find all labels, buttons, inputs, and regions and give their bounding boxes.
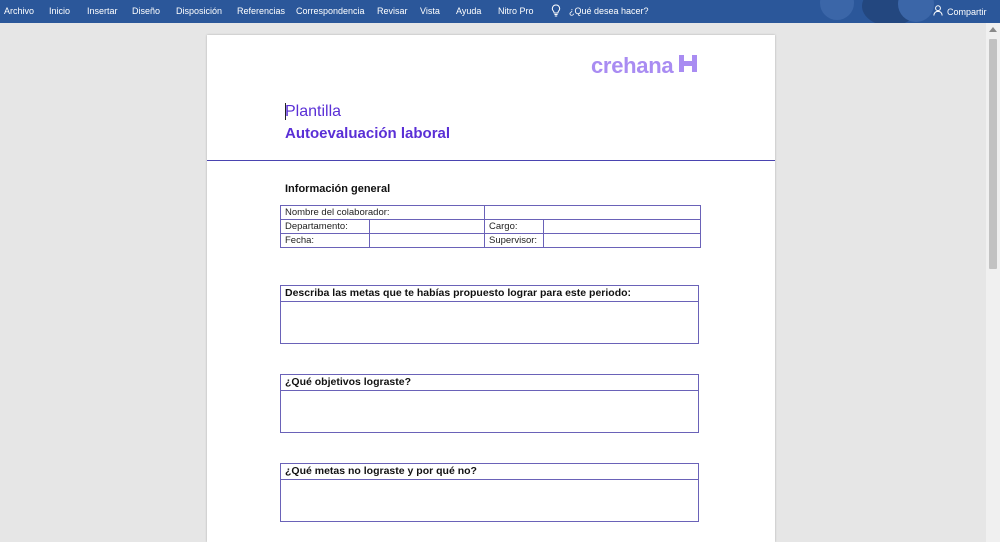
tell-me-search[interactable]: ¿Qué desea hacer? xyxy=(569,6,649,16)
answer-area[interactable] xyxy=(281,391,698,432)
answer-area[interactable] xyxy=(281,302,698,343)
question-label: ¿Qué metas no lograste y por qué no? xyxy=(281,464,698,480)
crehana-logo xyxy=(591,53,697,79)
collaborator-name-label: Nombre del colaborador: xyxy=(281,206,485,220)
share-label: Compartir xyxy=(947,6,987,17)
department-label: Departamento: xyxy=(281,220,370,234)
question-box[interactable] xyxy=(280,374,699,433)
tab-nitro-pro[interactable]: Nitro Pro xyxy=(498,6,534,16)
date-label: Fecha: xyxy=(281,234,370,248)
supervisor-label: Supervisor: xyxy=(485,234,544,248)
logo-text: crehana xyxy=(591,53,674,78)
question-box[interactable] xyxy=(280,463,699,522)
section-heading[interactable]: Información general xyxy=(285,183,391,195)
question-label: ¿Qué objetivos lograste? xyxy=(281,375,698,391)
date-field[interactable] xyxy=(370,234,485,248)
tab-archivo[interactable]: Archivo xyxy=(4,6,35,16)
supervisor-field[interactable] xyxy=(544,234,701,248)
tab-vista[interactable]: Vista xyxy=(420,6,440,16)
tab-insertar[interactable]: Insertar xyxy=(87,6,118,16)
tab-disposicion[interactable]: Disposición xyxy=(176,6,223,16)
question-box[interactable] xyxy=(280,285,699,344)
ribbon-bar xyxy=(0,0,1000,23)
document-title[interactable]: Autoevaluación laboral xyxy=(285,125,451,142)
department-field[interactable] xyxy=(370,220,485,234)
vertical-scrollbar[interactable] xyxy=(986,23,1000,542)
position-field[interactable] xyxy=(544,220,701,234)
header-divider xyxy=(207,160,775,161)
tab-revisar[interactable]: Revisar xyxy=(377,6,408,16)
general-info-table[interactable] xyxy=(280,205,701,248)
tab-correspondencia[interactable]: Correspondencia xyxy=(296,6,365,16)
document-pre-title[interactable]: Plantilla xyxy=(285,103,342,120)
tab-diseno[interactable]: Diseño xyxy=(132,6,161,16)
document-page[interactable] xyxy=(207,35,775,542)
person-icon xyxy=(933,5,943,18)
lightbulb-icon[interactable] xyxy=(551,4,561,19)
answer-area[interactable] xyxy=(281,480,698,521)
collaborator-name-field[interactable] xyxy=(485,206,701,220)
tab-ayuda[interactable]: Ayuda xyxy=(456,6,482,16)
share-button[interactable] xyxy=(933,5,987,18)
tab-referencias[interactable]: Referencias xyxy=(237,6,286,16)
tab-inicio[interactable]: Inicio xyxy=(49,6,71,16)
crehana-h-logo-icon xyxy=(679,55,697,77)
position-label: Cargo: xyxy=(485,220,544,234)
scrollbar-thumb[interactable] xyxy=(989,39,997,269)
question-label: Describa las metas que te habías propuesto lograr para este periodo: xyxy=(281,286,698,302)
scroll-up-arrow-icon[interactable] xyxy=(989,27,997,32)
decorative-circle xyxy=(820,0,854,20)
